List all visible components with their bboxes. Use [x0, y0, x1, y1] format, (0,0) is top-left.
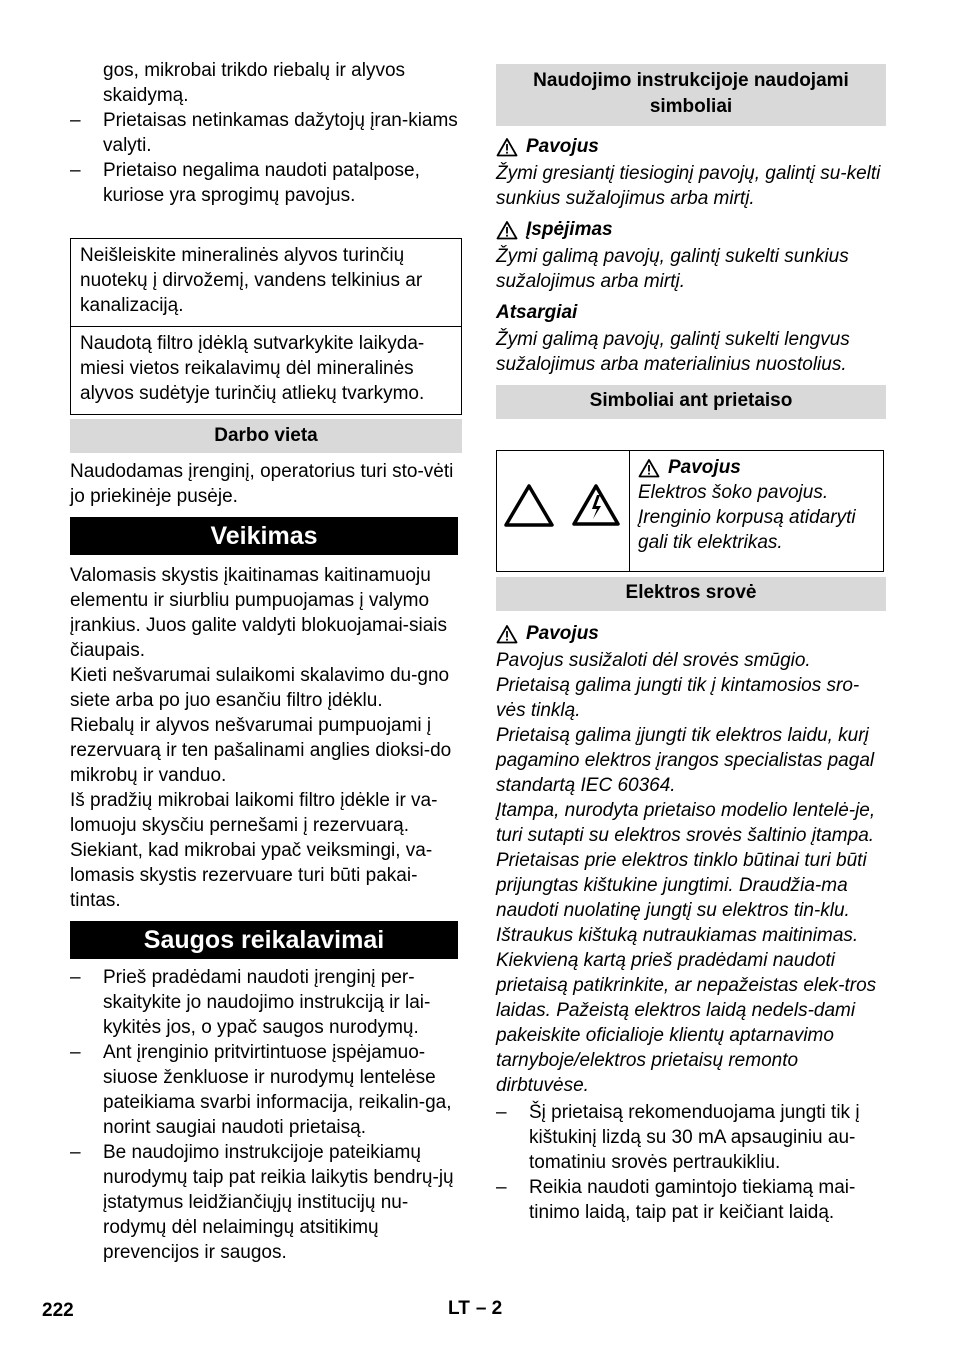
list-item: – Prietaiso negalima naudoti patalpose, kuriose yra sprogimų pavojus.	[70, 158, 462, 208]
footer-language-section	[448, 1296, 502, 1321]
device-danger-label-row	[638, 455, 875, 480]
operation-paragraph: Kieti nešvarumai sulaikomi skalavimo du-gno siete arba po juo esančiu filtro įdėklu.	[70, 665, 450, 711]
danger-text: Žymi gresiantį tiesioginį pavojų, galintį su-kelti sunkius sužalojimus arba mirtį.	[496, 163, 881, 209]
caution-label: Atsargiai	[496, 302, 578, 323]
intro-list	[70, 108, 462, 208]
operation-body	[70, 563, 462, 913]
environment-notice-filter: Naudotą filtro įdėklą sutvarkykite laikyda-miesi vietos reikalavimų dėl mineralinės alyvos sudėtyje turinčių atliekų tvarkymo.	[71, 326, 461, 414]
danger-label: Pavojus	[526, 136, 599, 157]
electric-shock-triangle-icon	[571, 482, 621, 528]
device-symbols-heading: Simboliai ant prietaiso	[496, 385, 886, 419]
warning-triangle-icon	[496, 624, 518, 644]
workplace-text: Naudodamas įrenginį, operatorius turi sto-vėti jo priekinėje pusėje.	[70, 461, 454, 507]
device-symbol-description	[630, 451, 883, 571]
list-item: – Prieš pradėdami naudoti įrenginį per-skaitykite jo naudojimo instrukciją ir lai-kykitės jos, o ypač saugos nurodymų.	[70, 965, 462, 1040]
warning-triangle-icon	[638, 458, 660, 478]
warning-label: Įspėjimas	[526, 219, 613, 240]
device-symbol-icons	[497, 451, 630, 571]
electric-paragraph: Įtampa, nurodyta prietaiso modelio lentelė-je, turi sutapti su elektros srovės šaltinio įtampa.	[496, 800, 876, 846]
operation-heading: Veikimas	[70, 517, 458, 555]
list-item: – Prietaisas netinkamas dažytojų įran-kiams valyti.	[70, 108, 462, 158]
device-symbol-box	[496, 450, 884, 572]
device-danger-text: Elektros šoko pavojus. Įrenginio korpusą atidaryti gali tik elektrikas.	[638, 482, 856, 553]
right-column	[496, 64, 886, 1225]
operation-paragraph: Riebalų ir alyvos nešvarumai pumpuojami į rezervuarą ir ten pašalinami anglies dioksi-do mikrobų ir vanduo.	[70, 715, 452, 786]
list-item: – Reikia naudoti gamintojo tiekiamą mai-tinimo laidą, taip pat ir keičiant laidą.	[496, 1175, 886, 1225]
environment-notice-box	[70, 238, 462, 415]
page-number: 222	[42, 1300, 74, 1321]
symbols-heading: Naudojimo instrukcijoje naudojami simboliai	[496, 64, 886, 126]
environment-notice-oil: Neišleiskite mineralinės alyvos turinčių nuotekų į dirvožemį, vandens telkinius ar kanalizaciją.	[80, 245, 423, 316]
electric-paragraph: Prietaisas prie elektros tinklo būtinai turi būti prijungtas kištukine jungtimi. Draudžia-ma naudoti nuolatinę jungtį su elektros tin-klu. Ištraukus kištuką nutraukiamas maitinimas.	[496, 850, 867, 946]
operation-paragraph: Iš pradžių mikrobai laikomi filtro įdėkle ir va-lomuoju skysčiu pernešami į rezervuarą.	[70, 790, 438, 836]
list-item: – Be naudojimo instrukcijoje pateikiamų nurodymų taip pat reikia laikytis bendrų-jų įstatymus leidžiančiųjų institucijų nu-rodymų dėl nelaimingų atsitikimų prevencijos ir saugos.	[70, 1140, 462, 1265]
electric-paragraph: Kiekvieną kartą prieš pradėdami naudoti prietaisą patikrinkite, ar nepažeistas elek-tros laidas. Pažeistą elektros laidą nedels-dami pakeiskite oficialioje klientų aptarnavimo tarnyboje/elektros prietaisų remonto dirbtuvėse.	[496, 950, 877, 1096]
operation-paragraph: Siekiant, kad mikrobai ypač veiksmingi, va-lomasis skystis rezervuare turi būti pakai-tintas.	[70, 840, 433, 911]
left-column	[70, 58, 462, 1265]
warning-label-row	[496, 217, 886, 242]
warning-triangle-icon	[496, 220, 518, 240]
electric-danger-label-row	[496, 621, 886, 646]
electric-body	[496, 648, 886, 1098]
safety-heading: Saugos reikalavimai	[70, 921, 458, 959]
operation-paragraph: Valomasis skystis įkaitinamas kaitinamuoju elementu ir siurbliu pumpuojamas į valymo įrankius. Juos galite valdyti blokuojamai-siais čiaupais.	[70, 565, 448, 661]
warning-triangle-icon	[496, 137, 518, 157]
electric-paragraph: Prietaisą galima įjungti tik elektros laidu, kurį pagamino elektros įrangos specialistas pagal standartą IEC 60364.	[496, 725, 875, 796]
language-code: LT	[448, 1298, 470, 1319]
intro-continued: gos, mikrobai trikdo riebalų ir alyvos skaidymą.	[103, 60, 406, 106]
caution-text: Žymi galimą pavojų, galintį sukelti lengvus sužalojimus arba materialinius nuostolius.	[496, 329, 850, 375]
danger-label-row	[496, 134, 886, 159]
safety-list	[70, 965, 462, 1265]
electric-heading: Elektros srovė	[496, 577, 886, 611]
warning-triangle-icon	[503, 482, 555, 528]
electric-paragraph: Prietaisą galima jungti tik į kintamosios sro-vės tinklą.	[496, 675, 860, 721]
list-item: – Ant įrenginio pritvirtintuose įspėjamuo-siuose ženkluose ir nurodymų lentelėse pateikiama svarbi informacija, reikalin-ga, norint saugiai naudoti prietaisą.	[70, 1040, 462, 1140]
section-number: – 2	[475, 1298, 503, 1319]
electric-list	[496, 1100, 886, 1225]
list-item: – Šį prietaisą rekomenduojama jungti tik į kištukinį lizdą su 30 mA apsauginiu au-tomatiniu srovės pertraukikliu.	[496, 1100, 886, 1175]
workplace-heading: Darbo vieta	[70, 419, 462, 453]
warning-text: Žymi galimą pavojų, galintį sukelti sunkius sužalojimus arba mirtį.	[496, 246, 849, 292]
device-danger-label: Pavojus	[668, 457, 741, 478]
electric-paragraph: Pavojus susižaloti dėl srovės smūgio.	[496, 650, 811, 671]
electric-danger-label: Pavojus	[526, 623, 599, 644]
